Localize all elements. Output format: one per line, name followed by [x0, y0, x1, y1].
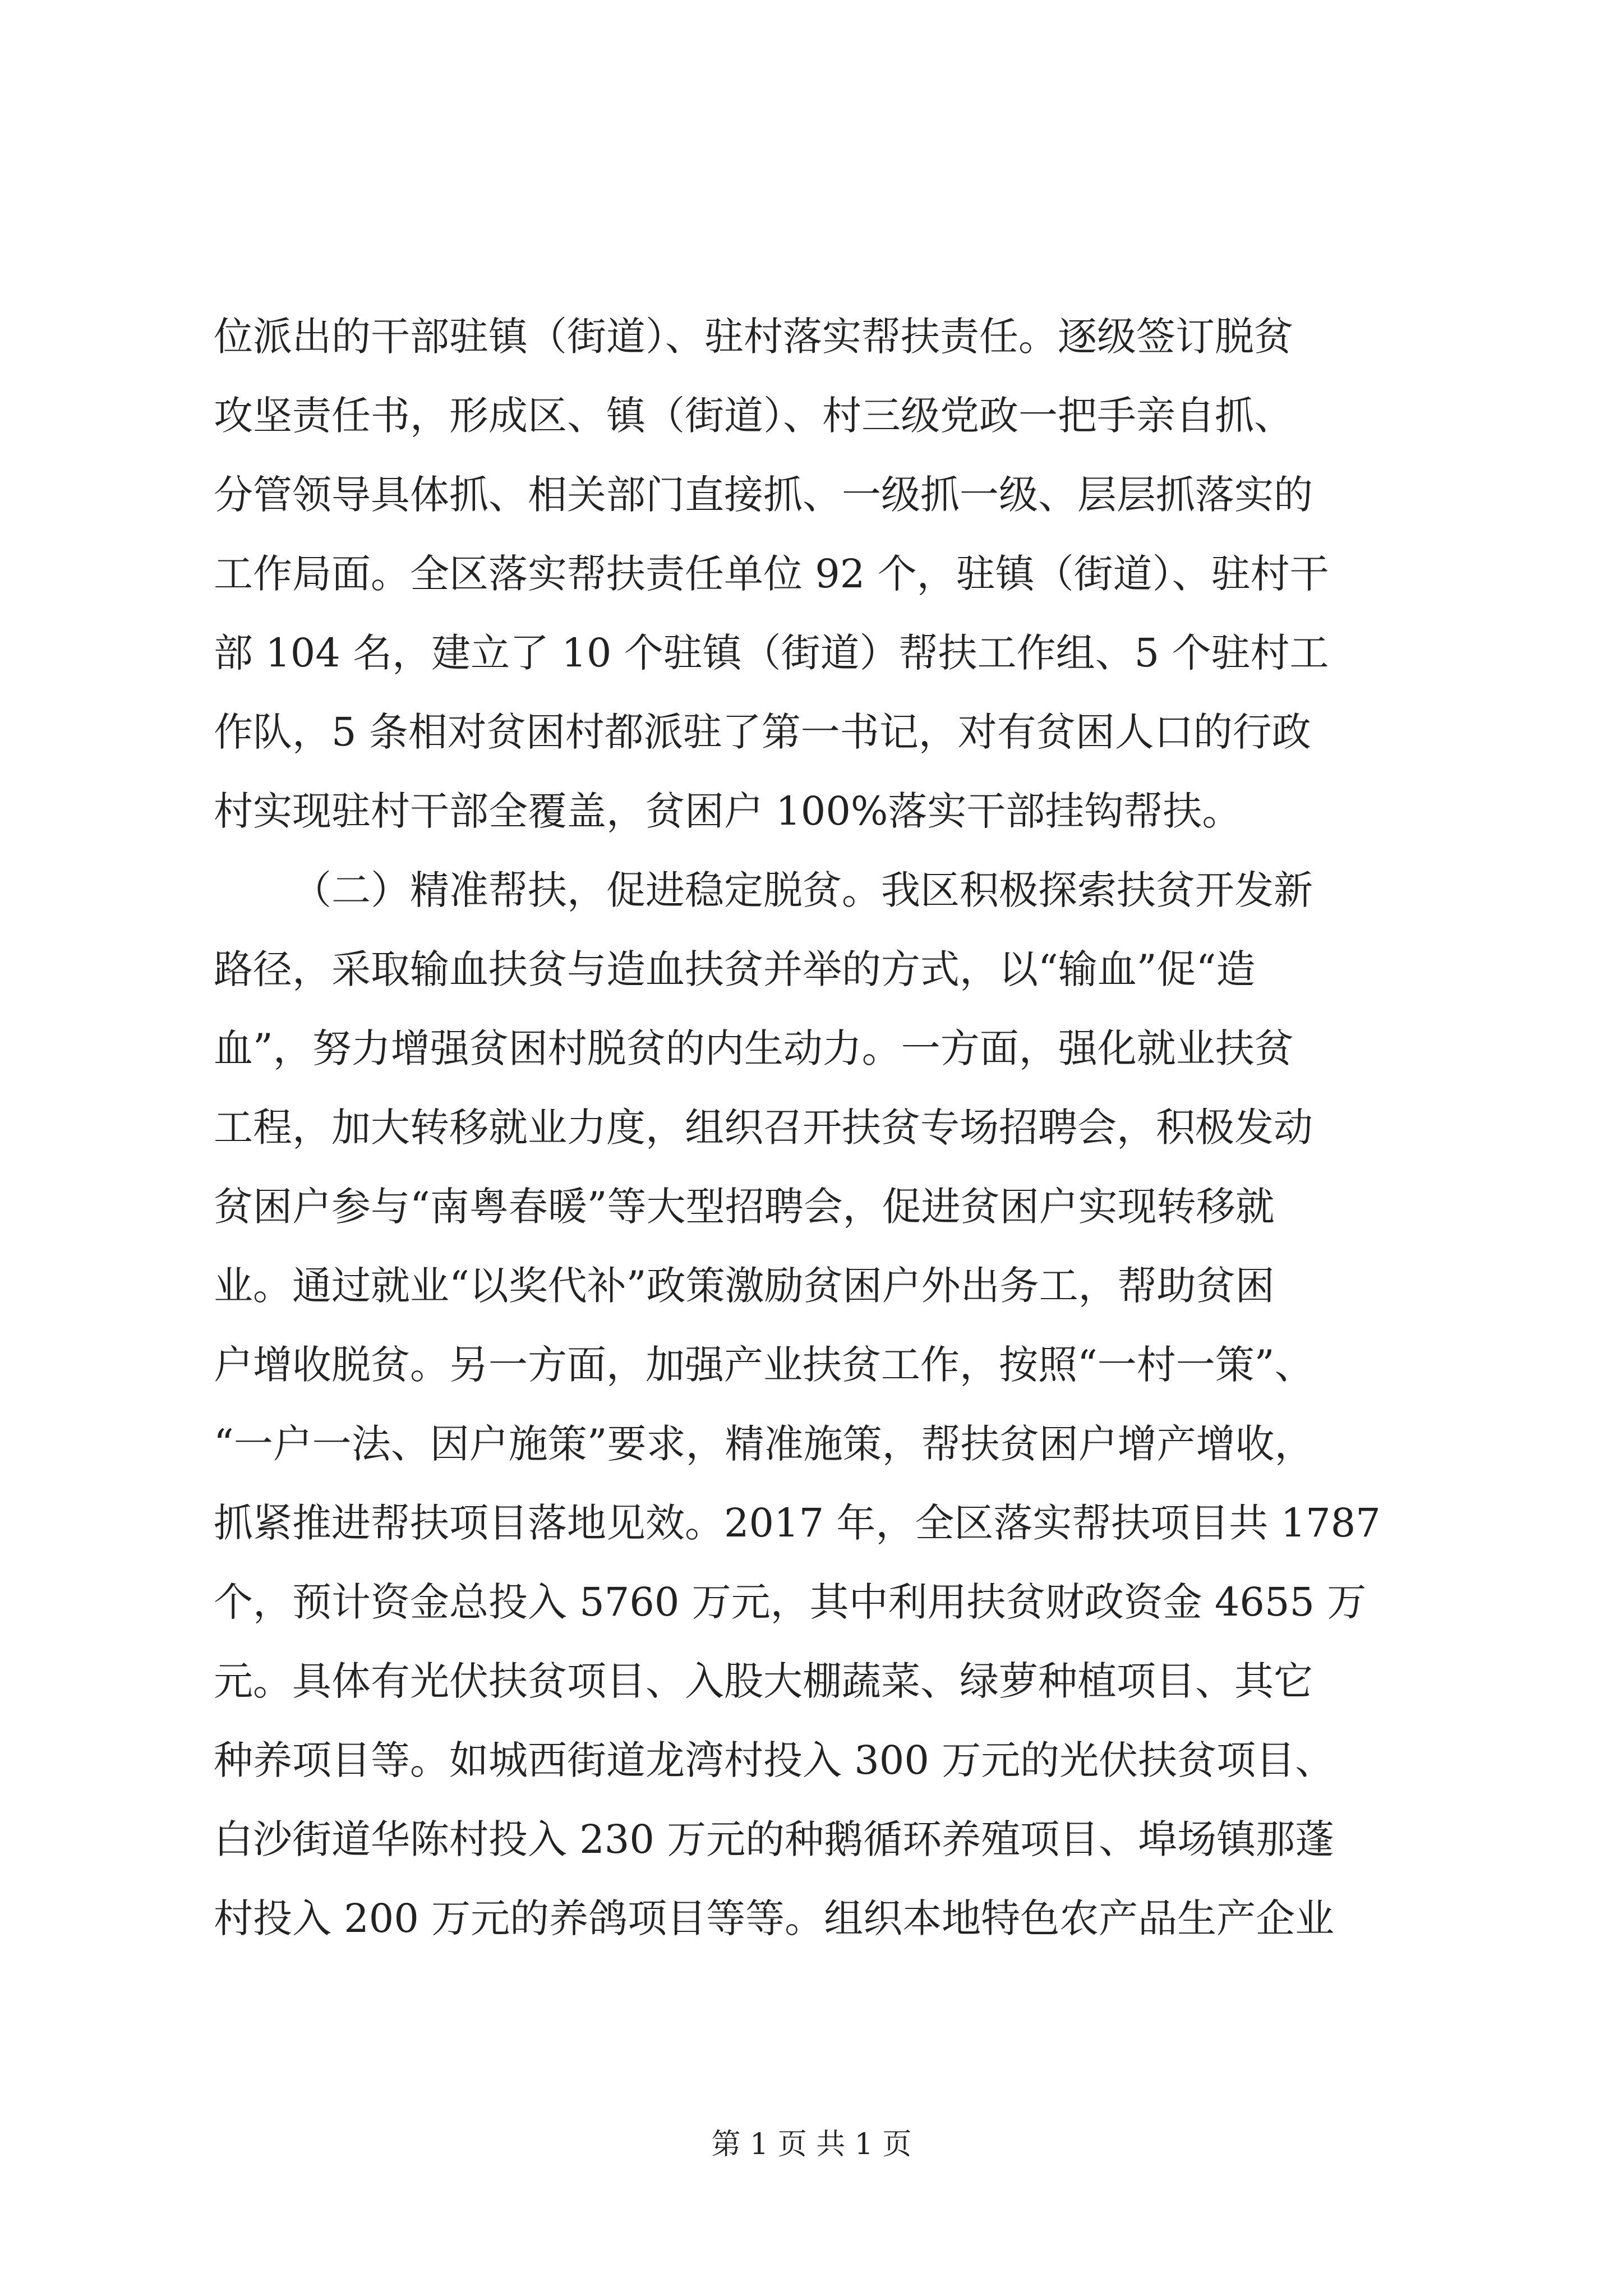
page-number-footer: 第 1 页 共 1 页: [711, 2128, 912, 2161]
text-line: 血”，努力增强贫困村脱贫的内生动力。一方面，强化就业扶贫: [214, 1025, 1294, 1071]
text-line: 贫困户参与“南粤春暖”等大型招聘会，促进贫困户实现转移就: [214, 1184, 1275, 1230]
text-line: 抓紧推进帮扶项目落地见效。2017 年，全区落实帮扶项目共 1787: [214, 1500, 1381, 1546]
text-line: 分管领导具体抓、相关部门直接抓、一级抓一级、层层抓落实的: [214, 472, 1313, 518]
text-line: 路径，采取输血扶贫与造血扶贫并举的方式，以“输血”促“造: [214, 946, 1256, 992]
section-heading-line: （二）精准帮扶，促进稳定脱贫。我区积极探索扶贫开发新: [292, 867, 1313, 913]
body-text: [214, 297, 1414, 1958]
text-line: 村投入 200 万元的养鸽项目等等。组织本地特色农产品生产企业: [214, 1895, 1335, 1941]
text-line: 部 104 名，建立了 10 个驻镇（街道）帮扶工作组、5 个驻村工: [214, 630, 1329, 676]
text-line: 工程，加大转移就业力度，组织召开扶贫专场招聘会，积极发动: [214, 1105, 1313, 1151]
text-line: 攻坚责任书，形成区、镇（街道）、村三级党政一把手亲自抓、: [214, 393, 1293, 439]
text-line: 作队，5 条相对贫困村都派驻了第一书记，对有贫困人口的行政: [214, 709, 1311, 755]
text-line: 白沙街道华陈村投入 230 万元的种鹅循环养殖项目、埠场镇那蓬: [214, 1816, 1335, 1862]
text-line: 元。具体有光伏扶贫项目、入股大棚蔬菜、绿萝种植项目、其它: [214, 1658, 1313, 1704]
text-line: 位派出的干部驻镇（街道）、驻村落实帮扶责任。逐级签订脱贫: [214, 314, 1293, 360]
text-line: “一户一法、因户施策”要求，精准施策，帮扶贫困户增产增收，: [214, 1421, 1314, 1467]
text-line: 业。通过就业“以奖代补”政策激励贫困户外出务工，帮助贫困: [214, 1263, 1275, 1309]
text-line: 工作局面。全区落实帮扶责任单位 92 个，驻镇（街道）、驻村干: [214, 551, 1329, 597]
text-line: 户增收脱贫。另一方面，加强产业扶贫工作，按照“一村一策”、: [214, 1342, 1314, 1388]
text-line: 村实现驻村干部全覆盖，贫困户 100%落实干部挂钩帮扶。: [214, 788, 1242, 834]
text-line: 种养项目等。如城西街道龙湾村投入 300 万元的光伏扶贫项目、: [214, 1737, 1335, 1783]
text-line: 个，预计资金总投入 5760 万元，其中利用扶贫财政资金 4655 万: [214, 1579, 1367, 1625]
